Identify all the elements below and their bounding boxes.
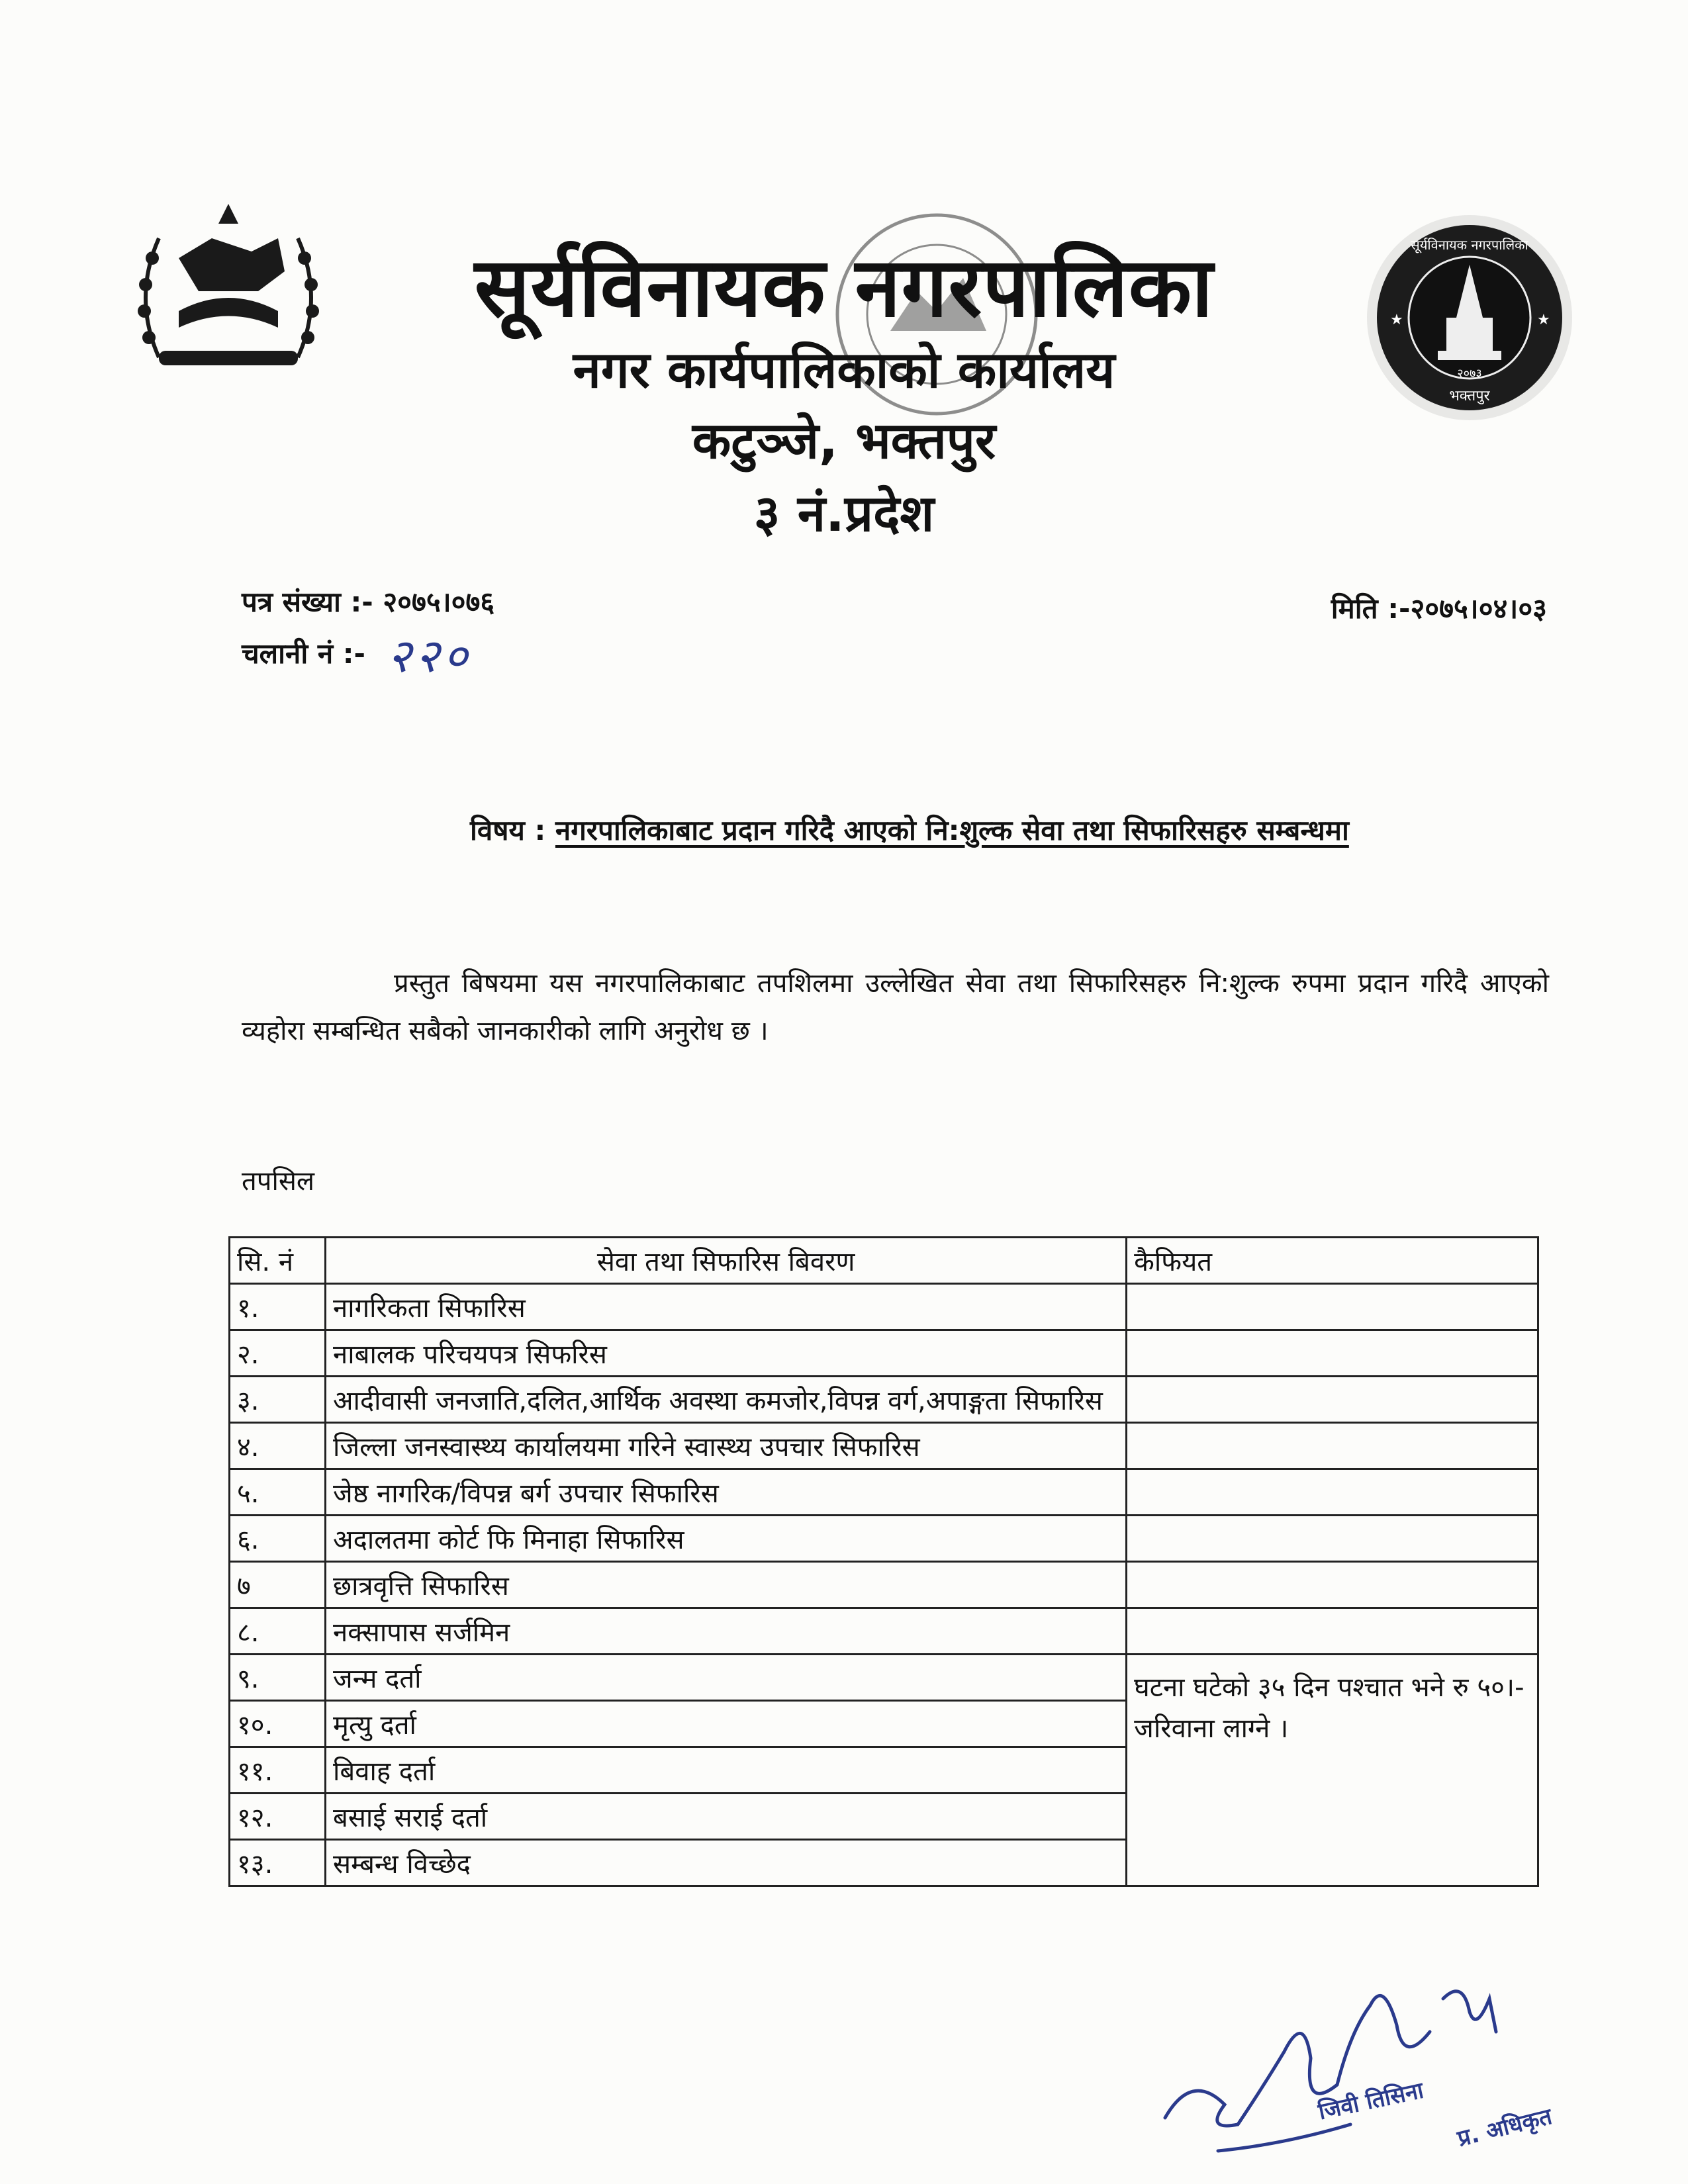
row-description: सम्बन्ध विच्छेद [326, 1840, 1127, 1886]
table-row [230, 1423, 1538, 1469]
row-serial: ६. [230, 1516, 326, 1562]
row-description: छात्रवृत्ति सिफारिस [326, 1562, 1127, 1608]
municipality-title: सूर्यविनायक नगरपालिका [474, 240, 1214, 336]
row-description: मृत्यु दर्ता [326, 1701, 1127, 1747]
row-serial: १२. [230, 1794, 326, 1840]
table-row [230, 1562, 1538, 1608]
row-serial: १३. [230, 1840, 326, 1886]
row-remark [1127, 1516, 1538, 1562]
row-description: बसाई सराई दर्ता [326, 1794, 1127, 1840]
table-row [230, 1377, 1538, 1423]
row-remark [1127, 1608, 1538, 1655]
svg-text:★: ★ [1390, 312, 1403, 328]
row-serial: ७ [230, 1562, 326, 1608]
row-serial: १०. [230, 1701, 326, 1747]
row-remark [1127, 1330, 1538, 1377]
table-row [230, 1284, 1538, 1330]
body-paragraph: प्रस्तुत बिषयमा यस नगरपालिकाबाट तपशिलमा उल्लेखित सेवा तथा सिफारिसहरु नि:शुल्क रुपमा प्रदान गरिदै आएको व्यहोरा सम्बन्धित सबैको जानकारीको लागि अनुरोध छ । [242, 968, 1549, 1046]
letter-date: मिति :-२०७५।०४।०३ [1331, 592, 1547, 625]
table-row [230, 1330, 1538, 1377]
handwritten-signature-icon [1152, 1952, 1562, 2184]
schedule-label: तपसिल [242, 1166, 315, 1197]
letter-number: पत्र संख्या :- २०७५।०७६ [242, 586, 495, 618]
header-remarks: कैफियत [1127, 1238, 1538, 1284]
svg-text:★: ★ [1537, 312, 1550, 328]
row-description: अदालतमा कोर्ट फि मिनाहा सिफारिस [326, 1516, 1127, 1562]
row-description: बिवाह दर्ता [326, 1747, 1127, 1794]
row-description: जिल्ला जनस्वास्थ्य कार्यालयमा गरिने स्वास्थ्य उपचार सिफारिस [326, 1423, 1127, 1469]
row-remark [1127, 1284, 1538, 1330]
right-logo-text-top: सूर्यविनायक नगरपालिका [1411, 237, 1528, 253]
row-description: आदीवासी जनजाति,दलित,आर्थिक अवस्था कमजोर,विपन्न वर्ग,अपाङ्गता सिफारिस [326, 1377, 1127, 1423]
services-table [228, 1236, 1539, 1887]
office-address: कटुञ्जे, भक्तपुर [692, 411, 996, 470]
header-serial-no: सि. नं [230, 1238, 326, 1284]
row-serial: ११. [230, 1747, 326, 1794]
right-logo-text-bottom: भक्तपुर [1449, 388, 1490, 404]
subject-text: नगरपालिकाबाट प्रदान गरिदै आएको नि:शुल्क सेवा तथा सिफारिसहरु सम्बन्धमा [555, 814, 1349, 846]
row-serial: ८. [230, 1608, 326, 1655]
row-serial: १. [230, 1284, 326, 1330]
row-serial: ५. [230, 1469, 326, 1516]
header-description: सेवा तथा सिफारिस बिवरण [326, 1238, 1127, 1284]
row-serial: ९. [230, 1655, 326, 1701]
row-serial: २. [230, 1330, 326, 1377]
row-remark [1127, 1562, 1538, 1608]
merged-remark: घटना घटेको ३५ दिन पश्चात भने रु ५०।- जरिवाना लाग्ने । [1127, 1655, 1538, 1886]
row-description: नक्सापास सर्जमिन [326, 1608, 1127, 1655]
right-logo-year: २०७३ [1457, 367, 1482, 381]
office-name: नगर कार्यपालिकाको कार्यालय [573, 340, 1115, 399]
table-row [230, 1516, 1538, 1562]
row-remark [1127, 1469, 1538, 1516]
row-description: जेष्ठ नागरिक/विपन्न बर्ग उपचार सिफारिस [326, 1469, 1127, 1516]
subject-label: विषय : [470, 814, 546, 846]
province-name: ३ नं.प्रदेश [753, 484, 935, 543]
dispatch-number-label: चलानी नं :- [242, 637, 365, 670]
signatory-name: जिवी तिसिना [1316, 2077, 1427, 2126]
table-row [230, 1469, 1538, 1516]
table-row [230, 1608, 1538, 1655]
subject-line [470, 811, 1349, 848]
row-remark [1127, 1423, 1538, 1469]
row-description: नाबालक परिचयपत्र सिफरिस [326, 1330, 1127, 1377]
row-serial: ४. [230, 1423, 326, 1469]
signatory-post: प्र. अधिकृत [1454, 2103, 1555, 2152]
table-header-row [230, 1238, 1538, 1284]
row-description: जन्म दर्ता [326, 1655, 1127, 1701]
row-serial: ३. [230, 1377, 326, 1423]
dispatch-number-handwritten: २२० [387, 629, 472, 683]
row-remark [1127, 1377, 1538, 1423]
table-row [230, 1655, 1538, 1701]
row-description: नागरिकता सिफारिस [326, 1284, 1127, 1330]
